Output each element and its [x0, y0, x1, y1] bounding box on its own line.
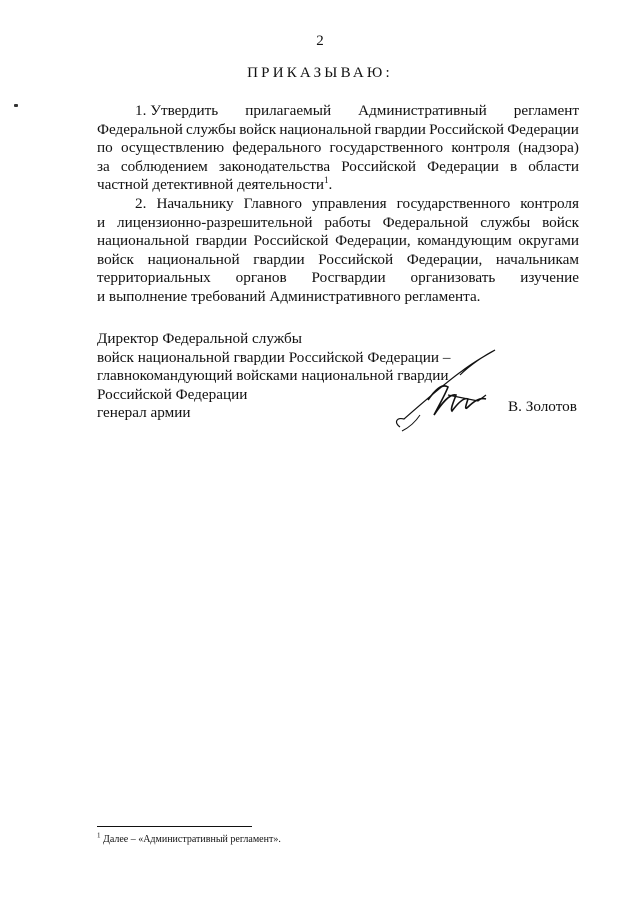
scan-speck	[14, 104, 18, 107]
handwritten-signature	[390, 345, 510, 435]
footnote-marker: 1	[97, 831, 101, 840]
word: Административный	[358, 102, 487, 119]
word: округами	[518, 232, 579, 250]
paragraph-2-line-2	[97, 214, 579, 233]
word: 2.	[135, 194, 147, 212]
paragraph-2-line-6: и выполнение требований Административного регламента.	[97, 287, 481, 305]
word: Федерации,	[335, 232, 411, 250]
word: Росгвардии	[311, 269, 386, 287]
word: национальной	[147, 250, 240, 268]
word: начальникам	[495, 250, 579, 268]
word: войск	[97, 250, 134, 268]
word: области	[528, 157, 579, 175]
word: прилагаемый	[245, 102, 332, 119]
order-heading: ПРИКАЗЫВАЮ:	[247, 65, 393, 81]
signatory-title-line-2: войск национальной гвардии Российской Федерации –	[97, 348, 451, 366]
word: национальной	[97, 232, 190, 250]
signatory-title-line-3: главнокомандующий войсками национальной гвардии	[97, 367, 449, 385]
word: Федерации,	[406, 250, 483, 268]
signatory-title-line-4: Российской Федерации	[97, 385, 248, 403]
word: Российской	[318, 250, 394, 268]
paragraph-1-line-5-text: частной детективной деятельности	[97, 176, 324, 194]
signatory-rank: генерал армии	[97, 404, 191, 422]
word: работы	[324, 213, 371, 231]
word: войск	[239, 120, 277, 138]
paragraph-2-line-1	[97, 195, 579, 214]
word: гвардии	[374, 120, 426, 138]
word: Федеральной	[97, 120, 183, 138]
word: государственного	[396, 194, 511, 212]
word: службы	[480, 213, 531, 231]
word: Федерации	[507, 120, 579, 138]
signatory-title-line-1: Директор Федеральной службы	[97, 330, 302, 347]
paragraph-2-line-3	[97, 232, 579, 251]
paragraph-2-line-5	[97, 269, 579, 288]
word: службы	[186, 120, 236, 138]
word: командующим	[417, 232, 512, 250]
footnote	[97, 831, 281, 845]
word: территориальных	[97, 269, 211, 287]
word: 1. Утвердить	[135, 102, 219, 119]
paragraph-1-line-2	[97, 121, 579, 140]
word: гвардии	[195, 232, 248, 250]
footnote-reference: 1	[323, 175, 329, 186]
word: Федерации	[427, 157, 499, 175]
page-number: 2	[316, 33, 324, 49]
order-body	[97, 102, 579, 307]
word: в	[509, 157, 518, 175]
word: Российской	[253, 232, 329, 250]
word: федерального	[232, 139, 322, 157]
word: контроля	[451, 139, 511, 157]
word: осуществлению	[120, 139, 225, 157]
paragraph-2	[97, 195, 579, 307]
word: гвардии	[253, 250, 305, 268]
footnote-divider	[97, 826, 252, 827]
word: организовать	[410, 269, 496, 287]
paragraph-1	[97, 102, 579, 195]
word: лицензионно-разрешительной	[117, 213, 313, 231]
word: Российской	[429, 120, 504, 138]
footnote-text: Далее – «Административный регламент».	[103, 834, 281, 845]
word: и	[97, 213, 106, 231]
word: Начальнику	[156, 194, 234, 212]
paragraph-1-end-punct: .	[328, 176, 333, 194]
word: контроля	[520, 194, 579, 212]
word: государственного	[329, 139, 444, 157]
word: национальной	[279, 120, 372, 138]
word: изучение	[520, 269, 579, 287]
word: органов	[235, 269, 287, 287]
word: регламент	[513, 102, 579, 119]
word: законодательства	[218, 157, 331, 175]
paragraph-2-line-4	[97, 251, 579, 270]
word: по	[97, 139, 113, 157]
word: войск	[542, 213, 579, 231]
paragraph-1-line-5	[97, 176, 579, 195]
paragraph-1-line-4	[97, 158, 579, 177]
paragraph-1-line-3	[97, 139, 579, 158]
signer-name: В. Золотов	[508, 398, 577, 415]
word: за	[97, 157, 110, 175]
word: соблюдением	[120, 157, 208, 175]
word: Главного	[243, 194, 302, 212]
paragraph-1-line-1	[97, 102, 579, 121]
word: Федеральной	[382, 213, 469, 231]
word: (надзора)	[518, 139, 579, 157]
word: управления	[312, 194, 387, 212]
word: Российской	[341, 157, 417, 175]
